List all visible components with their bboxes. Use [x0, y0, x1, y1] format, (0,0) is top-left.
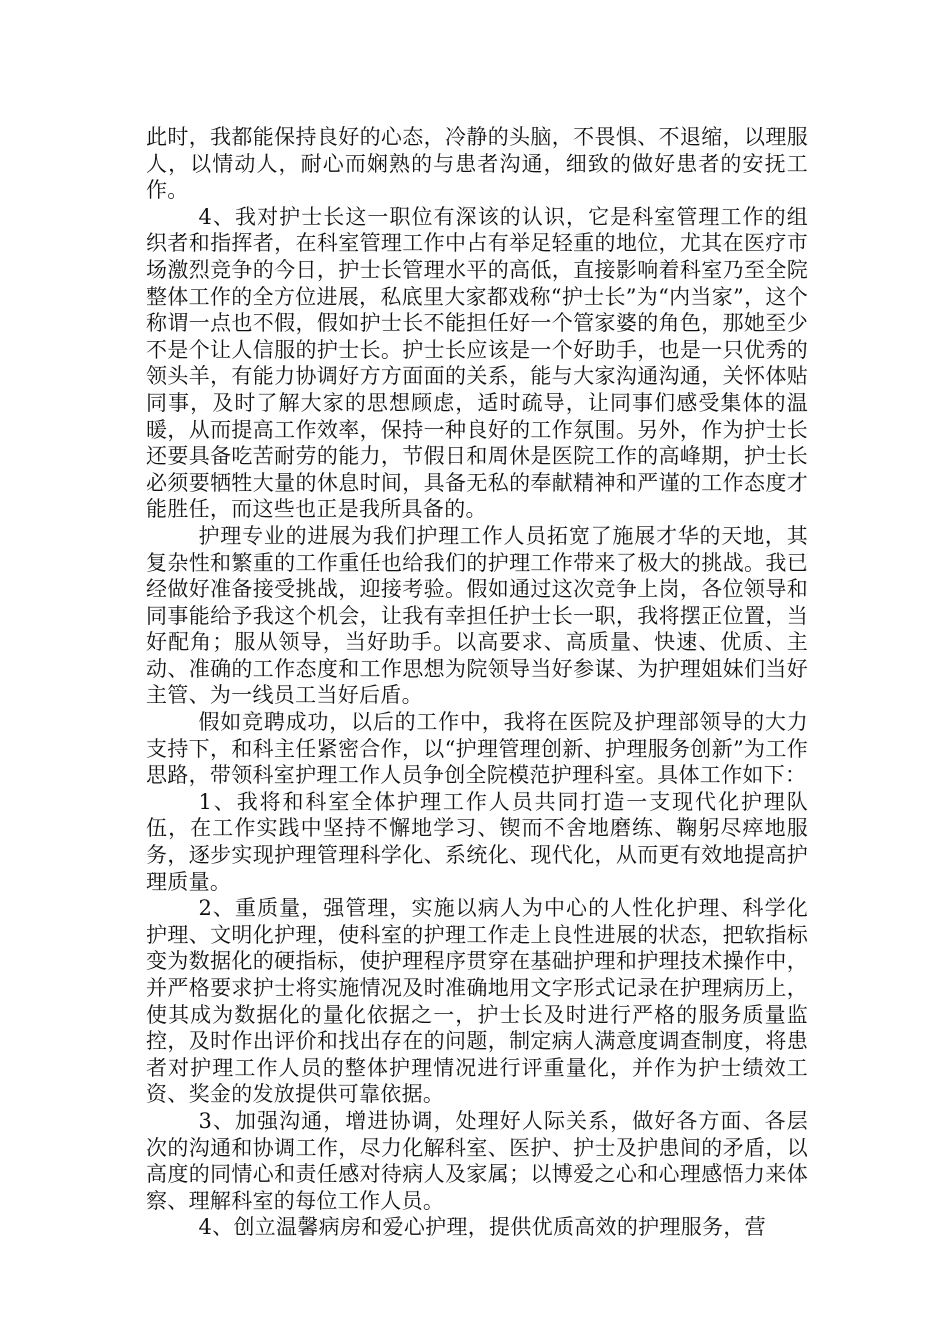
- paragraph-3: 护理专业的进展为我们护理工作人员拓宽了施展才华的天地，其复杂性和繁重的工作重任也给我们的护理工作带来了极大的挑战。我已经做好准备接受挑战，迎接考验。假如通过这次竞争上岗，各位领导和同事能给予我这个机会，让我有幸担任护士长一职，我将摆正位置，当好配角；服从领导，当好助手。以高要求、高质量、快速、优质、主动、准确的工作态度和工作思想为院领导当好参谋、为护理姐妹们当好主管、为一线员工当好后盾。: [146, 523, 808, 708]
- paragraph-2: 4、我对护士长这一职位有深该的认识，它是科室管理工作的组织者和指挥者，在科室管理工作中占有举足轻重的地位，尤其在医疗市场激烈竞争的今日，护士长管理水平的高低，直接影响着科室乃至全院整体工作的全方位进展，私底里大家都戏称“护士长”为“内当家”，这个称谓一点也不假，假如护士长不能担任好一个管家婆的角色，那她至少不是个让人信服的护士长。护士长应该是一个好助手，也是一只优秀的领头羊，有能力协调好方方面面的关系，能与大家沟通沟通，关怀体贴同事，及时了解大家的思想顾虑，适时疏导，让同事们感受集体的温暖，从而提高工作效率，保持一种良好的工作氛围。另外，作为护士长还要具备吃苦耐劳的能力，节假日和周休是医院工作的高峰期，护士长必须要牺牲大量的休息时间，具备无私的奉献精神和严谨的工作态度才能胜任，而这些也正是我所具备的。: [146, 204, 808, 522]
- paragraph-6: 2、重质量，强管理，实施以病人为中心的人性化护理、科学化护理、文明化护理，使科室的护理工作走上良性进展的状态，把软指标变为数据化的硬指标，使护理程序贯穿在基础护理和护理技术操作中，并严格要求护士将实施情况及时准确地用文字形式记录在护理病历上，使其成为数据化的量化依据之一，护士长及时进行严格的服务质量监控，及时作出评价和找出存在的问题，制定病人满意度调查制度，将患者对护理工作人员的整体护理情况进行评重量化，并作为护士绩效工资、奖金的发放提供可靠依据。: [146, 896, 808, 1107]
- paragraph-4: 假如竞聘成功，以后的工作中，我将在医院及护理部领导的大力支持下，和科主任紧密合作，以“护理管理创新、护理服务创新”为工作思路，带领科室护理工作人员争创全院模范护理科室。具体工作如下：: [146, 710, 808, 788]
- paragraph-8: 4、创立温馨病房和爱心护理，提供优质高效的护理服务，营: [198, 1215, 766, 1240]
- document-body: [146, 124, 808, 1241]
- paragraph-7: 3、加强沟通，增进协调，处理好人际关系，做好各方面、各层次的沟通和协调工作，尽力化解科室、医护、护士及护患间的矛盾，以高度的同情心和责任感对待病人及家属；以博爱之心和心理感悟力来体察、理解科室的每位工作人员。: [146, 1108, 808, 1213]
- paragraph-5: 1、我将和科室全体护理工作人员共同打造一支现代化护理队伍，在工作实践中坚持不懈地学习、锲而不舍地磨练、鞠躬尽瘁地服务，逐步实现护理管理科学化、系统化、现代化，从而更有效地提高护理质量。: [146, 789, 808, 894]
- paragraph-1: 此时，我都能保持良好的心态，冷静的头脑，不畏惧、不退缩，以理服人，以情动人，耐心而娴熟的与患者沟通，细致的做好患者的安抚工作。: [146, 125, 808, 203]
